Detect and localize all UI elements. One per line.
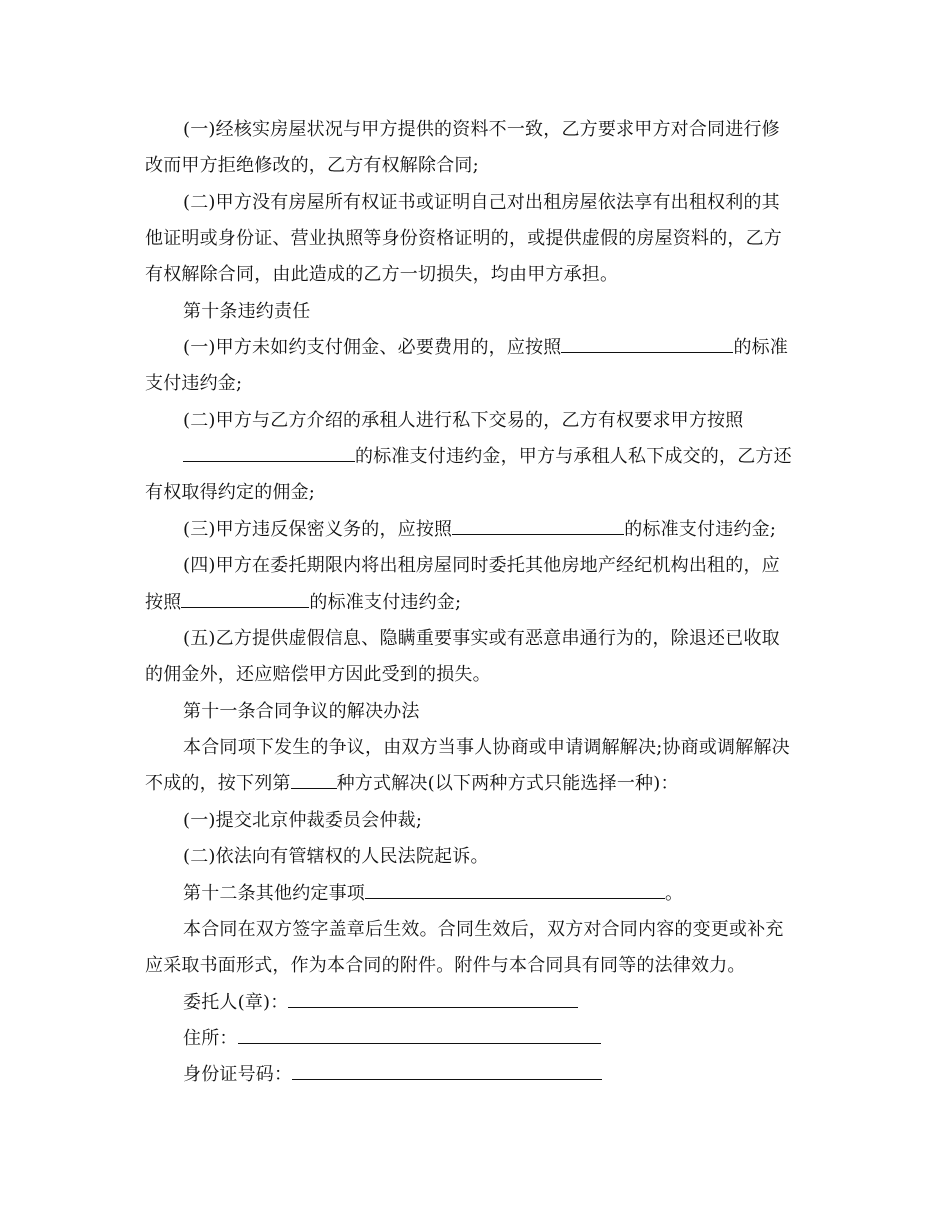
principal-blank[interactable] bbox=[288, 991, 578, 1008]
clause-10-item-4-line-1: (四)甲方在委托期限内将出租房屋同时委托其他房地产经纪机构出租的，应 bbox=[183, 555, 780, 576]
clause-10-item-3-line-1 bbox=[183, 518, 853, 542]
signature-address bbox=[183, 1027, 853, 1051]
clause-12-period: 。 bbox=[665, 883, 684, 904]
clause-10-item-2-line-1: (二)甲方与乙方介绍的承租人进行私下交易的，乙方有权要求甲方按照 bbox=[183, 410, 744, 431]
clause-11-heading: 第十一条合同争议的解决办法 bbox=[183, 701, 420, 722]
clause-10-item-3-text: (三)甲方违反保密义务的，应按照 bbox=[183, 519, 453, 540]
signature-principal bbox=[183, 991, 853, 1015]
clause-10-item-5-line-1: (五)乙方提供虚假信息、隐瞒重要事实或有恶意串通行为的，除退还已收取 bbox=[183, 628, 780, 649]
address-label: 住所： bbox=[183, 1028, 238, 1049]
effect-clause-line-1: 本合同在双方签字盖章后生效。合同生效后，双方对合同内容的变更或补充 bbox=[183, 919, 784, 940]
clause-10-item-5-line-2: 的佣金外，还应赔偿甲方因此受到的损失。 bbox=[145, 664, 491, 685]
clause-11-text-line-1: 本合同项下发生的争议，由双方当事人协商或申请调解解决;协商或调解解决 bbox=[183, 737, 790, 758]
fill-in-blank[interactable] bbox=[291, 772, 337, 789]
effect-clause-line-2: 应采取书面形式，作为本合同的附件。附件与本合同具有同等的法律效力。 bbox=[145, 955, 746, 976]
clause-10-item-4-line-2 bbox=[145, 591, 815, 615]
clause-9-item-2-line-2: 他证明或身份证、营业执照等身份资格证明的，或提供虚假的房屋资料的，乙方 bbox=[145, 228, 782, 249]
fill-in-blank[interactable] bbox=[181, 591, 309, 608]
fill-in-blank[interactable] bbox=[183, 445, 355, 462]
address-blank[interactable] bbox=[238, 1027, 601, 1044]
clause-11-text-suffix: 种方式解决(以下两种方式只能选择一种)： bbox=[336, 773, 679, 794]
clause-10-item-1-line-1 bbox=[183, 336, 853, 360]
clause-10-item-1-suffix: 的标准 bbox=[733, 337, 789, 358]
clause-9-item-1-line-1: (一)经核实房屋状况与甲方提供的资料不一致，乙方要求甲方对合同进行修 bbox=[183, 119, 780, 140]
id-number-label: 身份证号码： bbox=[183, 1064, 293, 1085]
clause-11-text-prefix: 不成的，按下列第 bbox=[145, 773, 291, 794]
clause-10-item-2-suffix: 的标准支付违约金，甲方与承租人私下成交的，乙方还 bbox=[355, 446, 792, 467]
fill-in-blank[interactable] bbox=[365, 882, 665, 899]
clause-9-item-2-line-1: (二)甲方没有房屋所有权证书或证明自己对出租房屋依法享有出租权利的其 bbox=[183, 192, 780, 213]
clause-11-text-line-2 bbox=[145, 772, 815, 796]
clause-10-item-2-line-3: 有权取得约定的佣金; bbox=[145, 482, 316, 503]
clause-11-option-2: (二)依法向有管辖权的人民法院起诉。 bbox=[183, 846, 489, 867]
clause-12-label: 第十二条其他约定事项 bbox=[183, 883, 365, 904]
clause-10-item-1-line-2: 支付违约金; bbox=[145, 373, 243, 394]
fill-in-blank[interactable] bbox=[452, 518, 624, 535]
clause-10-item-4-suffix: 的标准支付违约金; bbox=[309, 592, 462, 613]
clause-9-item-1-line-2: 改而甲方拒绝修改的，乙方有权解除合同; bbox=[145, 155, 479, 176]
clause-11-option-1: (一)提交北京仲裁委员会仲裁; bbox=[183, 810, 423, 831]
principal-label: 委托人(章)： bbox=[183, 992, 289, 1013]
fill-in-blank[interactable] bbox=[561, 336, 733, 353]
clause-12-heading bbox=[183, 882, 853, 906]
clause-10-heading: 第十条违约责任 bbox=[183, 301, 311, 322]
clause-10-item-1-text: (一)甲方未如约支付佣金、必要费用的，应按照 bbox=[183, 337, 562, 358]
clause-10-item-4-text: 按照 bbox=[145, 592, 182, 613]
signature-id-number bbox=[183, 1063, 853, 1087]
clause-10-item-2-line-2 bbox=[183, 445, 853, 469]
id-number-blank[interactable] bbox=[292, 1063, 602, 1080]
clause-10-item-3-suffix: 的标准支付违约金; bbox=[624, 519, 777, 540]
clause-9-item-2-line-3: 有权解除合同，由此造成的乙方一切损失，均由甲方承担。 bbox=[145, 264, 619, 285]
